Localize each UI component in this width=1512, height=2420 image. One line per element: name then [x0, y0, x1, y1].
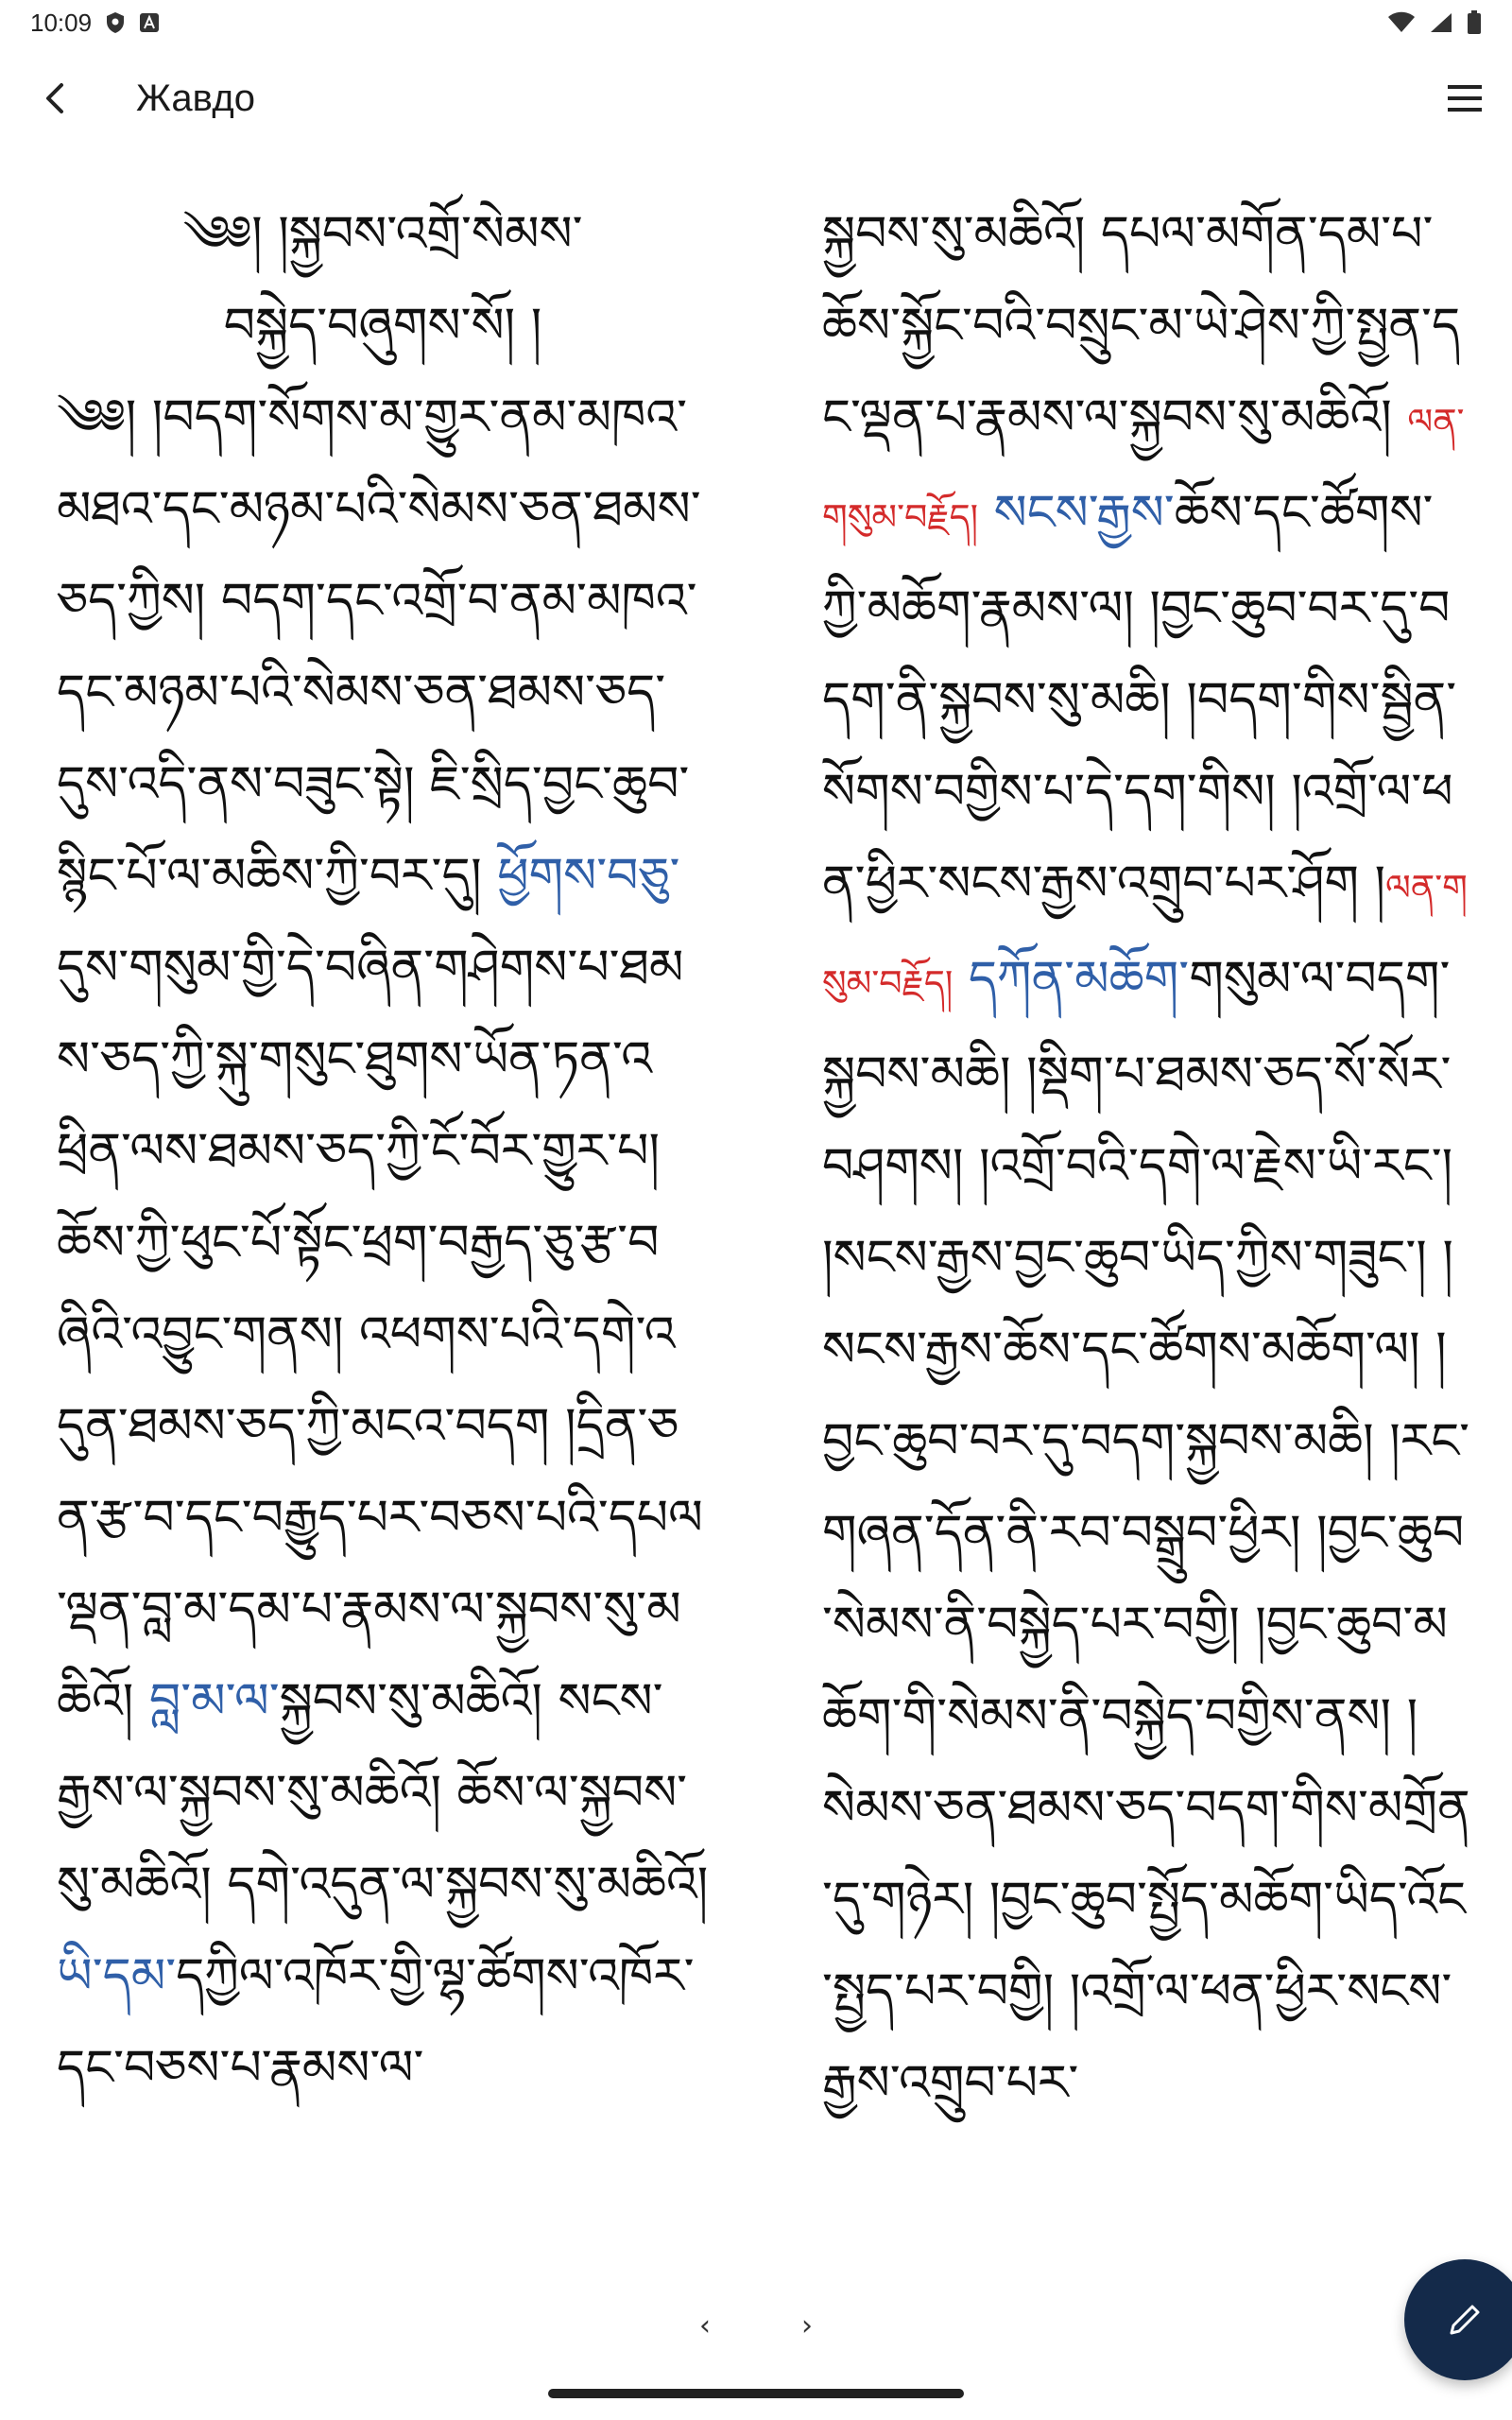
text-a-icon	[139, 12, 160, 33]
text-segment: ༄༅། །བདག་སོགས་མ་གྱུར་ནམ་མཁའ་མཐའ་དང་མཉམ་པའི་སེམས་ཅན་ཐམས་ཅད་ཀྱིས། བདག་དང་འགྲོ་བ་ནམ་མཁའ་དང་མཉམ་པའི་སེམས་ཅན་ཐམས་ཅད་དུས་འདི་ནས་བཟུང་སྟེ། ཇི་སྲིད་བྱང་ཆུབ་སྙིང་པོ་ལ་མཆིས་ཀྱི་བར་དུ།	[57, 389, 701, 905]
shield-icon	[105, 11, 126, 34]
hamburger-menu-icon	[1446, 82, 1484, 114]
status-time: 10:09	[30, 8, 93, 37]
page-title: Жавдо	[136, 77, 256, 119]
app-bar	[0, 53, 1512, 144]
right-text-column	[822, 189, 1474, 2184]
text-segment: གསུམ་ལ་བདག་སྐྱབས་མཆི། །སྡིག་པ་ཐམས་ཅད་སོ་སོར་བཤགས། །འགྲོ་བའི་དགེ་ལ་རྗེས་ཡི་རང་། །སངས་རྒྱས་བྱང་ཆུབ་ཡིད་ཀྱིས་གཟུང་། །སངས་རྒྱས་ཆོས་དང་ཚོགས་མཆོག་ལ། །བྱང་ཆུབ་བར་དུ་བདག་སྐྱབས་མཆི། །རང་གཞན་དོན་ནི་རབ་བསྒྲུབ་ཕྱིར། །བྱང་ཆུབ་སེམས་ནི་བསྐྱེད་པར་བགྱི། །བྱང་ཆུབ་མཆོག་གི་སེམས་ནི་བསྐྱེད་བགྱིས་ནས། །སེམས་ཅན་ཐམས་ཅད་བདག་གིས་མགྲོན་དུ་གཉེར། །བྱང་ཆུབ་སྤྱོད་མཆོག་ཡིད་འོང་སྤྱད་པར་བགྱི། །འགྲོ་ལ་ཕན་ཕྱིར་སངས་རྒྱས་འགྲུབ་པར་	[822, 951, 1470, 2112]
page-navigation	[0, 2297, 1512, 2354]
status-left	[30, 9, 160, 38]
status-right	[1387, 10, 1482, 35]
battery-icon	[1467, 10, 1482, 35]
home-indicator	[548, 2389, 964, 2398]
right-paragraph	[822, 189, 1474, 2130]
blue-annotation: སངས་རྒྱས་	[978, 485, 1175, 542]
blue-annotation: བླ་མ་ལ་	[148, 1673, 280, 1730]
reader-content[interactable]	[57, 189, 1474, 2184]
edit-fab-button[interactable]	[1404, 2259, 1512, 2380]
left-paragraph	[57, 372, 709, 2115]
menu-button[interactable]	[1435, 68, 1495, 129]
text-title	[57, 189, 709, 372]
red-instruction: ལན་གསུམ་བརྗོད།	[822, 867, 1468, 1004]
text-segment: ཆོས་དང་ཚོགས་ཀྱི་མཆོག་རྣམས་ལ། །བྱང་ཆུབ་བར་དུ་བདག་ནི་སྐྱབས་སུ་མཆི། །བདག་གིས་སྦྱིན་སོགས་བགྱིས་པ་དེ་དག་གིས། །འགྲོ་ལ་ཕན་ཕྱིར་སངས་རྒྱས་འགྲུབ་པར་ཤོག །	[822, 485, 1457, 912]
signal-icon	[1429, 11, 1453, 34]
wifi-icon	[1387, 11, 1416, 34]
title-line-1: ༄༅། །སྐྱབས་འགྲོ་སེམས་	[182, 206, 583, 263]
chevron-left-icon	[41, 79, 69, 117]
red-instruction: ལན་གསུམ་བརྗོད།	[822, 401, 1465, 538]
text-segment: སྐྱབས་སུ་མཆིའོ། དཔལ་མགོན་དམ་པ་ཆོས་སྐྱོང་བའི་བསྲུང་མ་ཡེ་ཤེས་ཀྱི་སྤྱན་དང་ལྡན་པ་རྣམས་ལ་སྐྱབས་སུ་མཆིའོ།	[822, 206, 1461, 446]
back-button[interactable]	[26, 70, 83, 127]
text-segment: དུས་གསུམ་གྱི་དེ་བཞིན་གཤེགས་པ་ཐམས་ཅད་ཀྱི་སྐུ་གསུང་ཐུགས་ཡོན་ཏན་འཕྲིན་ལས་ཐམས་ཅད་ཀྱི་ངོ་བོར་གྱུར་པ། ཆོས་ཀྱི་ཕུང་པོ་སྟོང་ཕྲག་བརྒྱད་ཅུ་རྩ་བཞིའི་འབྱུང་གནས། འཕགས་པའི་དགེ་འདུན་ཐམས་ཅད་ཀྱི་མངའ་བདག །དྲིན་ཅན་རྩ་བ་དང་བརྒྱུད་པར་བཅས་པའི་དཔལ་ལྡན་བླ་མ་དམ་པ་རྣམས་ལ་སྐྱབས་སུ་མཆིའོ།	[57, 940, 703, 1730]
blue-annotation: ཡི་དམ་	[57, 1948, 177, 2005]
pencil-icon	[1444, 2299, 1486, 2341]
text-segment: དཀྱིལ་འཁོར་གྱི་ལྷ་ཚོགས་འཁོར་དང་བཅས་པ་རྣམས་ལ་	[57, 1948, 695, 2097]
next-page-button[interactable]: ›	[801, 2308, 813, 2342]
blue-annotation: ཕྱོགས་བཅུ་	[497, 848, 680, 905]
title-line-2: བསྐྱེད་བཞུགས་སོ། །	[223, 298, 542, 354]
text-segment: སྐྱབས་སུ་མཆིའོ། སངས་རྒྱས་ལ་སྐྱབས་སུ་མཆིའོ། ཆོས་ལ་སྐྱབས་སུ་མཆིའོ། དགེ་འདུན་ལ་སྐྱབས་སུ་མཆིའོ།	[57, 1673, 709, 1913]
status-bar	[0, 0, 1512, 45]
previous-page-button[interactable]: ‹	[699, 2308, 711, 2342]
blue-annotation: དཀོན་མཆོག་	[953, 951, 1190, 1008]
left-text-column	[57, 189, 709, 2184]
